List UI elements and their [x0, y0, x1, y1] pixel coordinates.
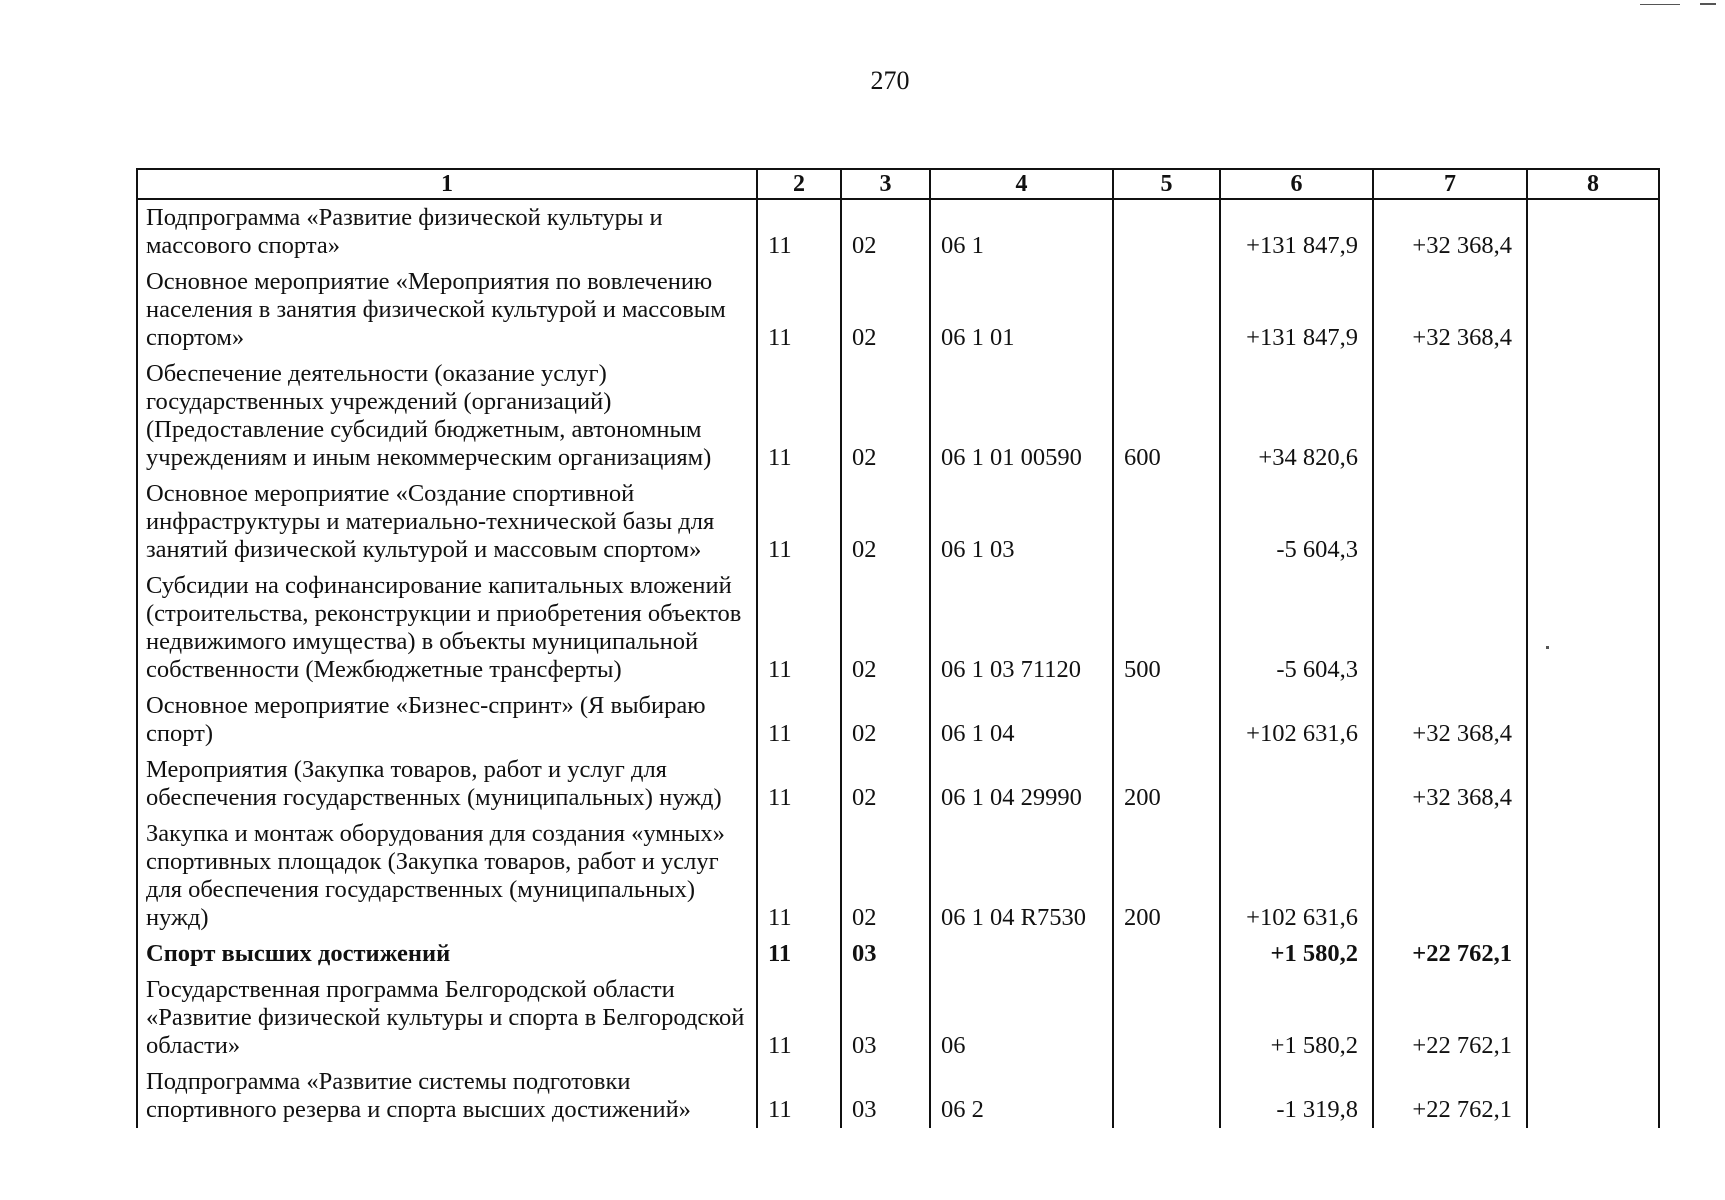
- cell-name: Субсидии на софинансирование капитальных вложений (строительства, реконструкции и приобретения объектов недвижимого имущества) в объекты муниципальной собственности (Межбюджетные трансферты): [137, 568, 757, 688]
- cell-subsection: 02: [841, 816, 930, 936]
- cell-amount-8: [1527, 356, 1659, 476]
- cell-amount-7: [1373, 568, 1527, 688]
- cell-expense-type: [1113, 264, 1220, 356]
- cell-section: 11: [757, 752, 841, 816]
- cell-amount-7: +32 368,4: [1373, 752, 1527, 816]
- cell-name: Государственная программа Белгородской области «Развитие физической культуры и спорта в Белгородской области»: [137, 972, 757, 1064]
- cell-amount-6: +131 847,9: [1220, 199, 1373, 264]
- cell-name: Закупка и монтаж оборудования для создания «умных» спортивных площадок (Закупка товаров, работ и услуг для обеспечения государственных (муниципальных) нужд): [137, 816, 757, 936]
- cell-name: Подпрограмма «Развитие системы подготовки спортивного резерва и спорта высших достижений»: [137, 1064, 757, 1128]
- cell-section: 11: [757, 568, 841, 688]
- cell-target-article: 06 1 04: [930, 688, 1113, 752]
- cell-expense-type: [1113, 1064, 1220, 1128]
- cell-amount-6: +102 631,6: [1220, 816, 1373, 936]
- cell-target-article: 06 1 03 71120: [930, 568, 1113, 688]
- cell-subsection: 02: [841, 568, 930, 688]
- cell-subsection: 02: [841, 264, 930, 356]
- cell-subsection: 03: [841, 972, 930, 1064]
- cell-expense-type: 600: [1113, 356, 1220, 476]
- cell-expense-type: [1113, 936, 1220, 972]
- cell-amount-8: [1527, 264, 1659, 356]
- cell-amount-6: -5 604,3: [1220, 568, 1373, 688]
- cell-amount-8: [1527, 688, 1659, 752]
- scan-speck: [1640, 4, 1680, 5]
- table-row: [137, 972, 1659, 1064]
- table-row: [137, 816, 1659, 936]
- cell-amount-7: +32 368,4: [1373, 199, 1527, 264]
- cell-target-article: 06 1 03: [930, 476, 1113, 568]
- cell-amount-8: [1527, 568, 1659, 688]
- cell-amount-8: [1527, 752, 1659, 816]
- page-number: 270: [870, 66, 910, 95]
- cell-amount-7: [1373, 476, 1527, 568]
- cell-target-article: 06 1 01: [930, 264, 1113, 356]
- cell-expense-type: 200: [1113, 816, 1220, 936]
- cell-section: 11: [757, 936, 841, 972]
- cell-target-article: 06: [930, 972, 1113, 1064]
- header-col-6: 6: [1220, 169, 1373, 199]
- cell-name: Подпрограмма «Развитие физической культуры и массового спорта»: [137, 199, 757, 264]
- cell-name: Спорт высших достижений: [137, 936, 757, 972]
- cell-name: Основное мероприятие «Мероприятия по вовлечению населения в занятия физической культурой и массовым спортом»: [137, 264, 757, 356]
- cell-amount-6: +131 847,9: [1220, 264, 1373, 356]
- cell-amount-6: +34 820,6: [1220, 356, 1373, 476]
- table-row: [137, 568, 1659, 688]
- cell-expense-type: [1113, 199, 1220, 264]
- table-row: [137, 936, 1659, 972]
- scan-speck: [1700, 3, 1716, 5]
- cell-amount-7: +22 762,1: [1373, 1064, 1527, 1128]
- cell-name: Обеспечение деятельности (оказание услуг) государственных учреждений (организаций) (Предоставление субсидий бюджетным, автономным учреждениям и иным некоммерческим организациям): [137, 356, 757, 476]
- cell-amount-6: +102 631,6: [1220, 688, 1373, 752]
- cell-amount-7: +22 762,1: [1373, 972, 1527, 1064]
- cell-section: 11: [757, 199, 841, 264]
- cell-section: 11: [757, 1064, 841, 1128]
- cell-expense-type: [1113, 972, 1220, 1064]
- table-row: [137, 264, 1659, 356]
- header-col-1: 1: [137, 169, 757, 199]
- cell-target-article: 06 1 01 00590: [930, 356, 1113, 476]
- cell-amount-8: [1527, 476, 1659, 568]
- cell-amount-7: +22 762,1: [1373, 936, 1527, 972]
- header-col-3: 3: [841, 169, 930, 199]
- cell-subsection: 02: [841, 199, 930, 264]
- cell-amount-7: [1373, 356, 1527, 476]
- cell-section: 11: [757, 972, 841, 1064]
- cell-amount-6: [1220, 752, 1373, 816]
- cell-expense-type: 200: [1113, 752, 1220, 816]
- cell-section: 11: [757, 816, 841, 936]
- table-row: [137, 356, 1659, 476]
- cell-amount-8: [1527, 936, 1659, 972]
- cell-name: Основное мероприятие «Создание спортивной инфраструктуры и материально-технической базы для занятий физической культурой и массовым спортом»: [137, 476, 757, 568]
- cell-target-article: 06 1: [930, 199, 1113, 264]
- cell-amount-8: [1527, 816, 1659, 936]
- cell-amount-6: +1 580,2: [1220, 936, 1373, 972]
- header-col-2: 2: [757, 169, 841, 199]
- cell-amount-6: -5 604,3: [1220, 476, 1373, 568]
- cell-expense-type: [1113, 476, 1220, 568]
- cell-amount-8: [1527, 1064, 1659, 1128]
- cell-subsection: 02: [841, 476, 930, 568]
- cell-target-article: 06 1 04 29990: [930, 752, 1113, 816]
- cell-name: Основное мероприятие «Бизнес-спринт» (Я выбираю спорт): [137, 688, 757, 752]
- cell-subsection: 02: [841, 752, 930, 816]
- cell-section: 11: [757, 688, 841, 752]
- budget-table: [136, 168, 1660, 1128]
- cell-expense-type: [1113, 688, 1220, 752]
- cell-subsection: 03: [841, 1064, 930, 1128]
- cell-target-article: 06 2: [930, 1064, 1113, 1128]
- cell-amount-7: +32 368,4: [1373, 688, 1527, 752]
- table-header: [137, 169, 1659, 199]
- table-row: [137, 688, 1659, 752]
- header-col-8: 8: [1527, 169, 1659, 199]
- cell-expense-type: 500: [1113, 568, 1220, 688]
- cell-name: Мероприятия (Закупка товаров, работ и услуг для обеспечения государственных (муниципальных) нужд): [137, 752, 757, 816]
- header-row: [137, 169, 1659, 199]
- cell-subsection: 02: [841, 688, 930, 752]
- header-col-5: 5: [1113, 169, 1220, 199]
- cell-amount-7: [1373, 816, 1527, 936]
- cell-amount-6: +1 580,2: [1220, 972, 1373, 1064]
- cell-target-article: [930, 936, 1113, 972]
- cell-section: 11: [757, 356, 841, 476]
- header-col-4: 4: [930, 169, 1113, 199]
- table-row: [137, 476, 1659, 568]
- cell-target-article: 06 1 04 R7530: [930, 816, 1113, 936]
- table-row: [137, 199, 1659, 264]
- cell-amount-7: +32 368,4: [1373, 264, 1527, 356]
- cell-amount-6: -1 319,8: [1220, 1064, 1373, 1128]
- cell-subsection: 03: [841, 936, 930, 972]
- table-row: [137, 1064, 1659, 1128]
- cell-section: 11: [757, 264, 841, 356]
- table-row: [137, 752, 1659, 816]
- cell-amount-8: [1527, 199, 1659, 264]
- cell-subsection: 02: [841, 356, 930, 476]
- cell-section: 11: [757, 476, 841, 568]
- cell-amount-8: [1527, 972, 1659, 1064]
- table-body: [137, 199, 1659, 1128]
- scan-speck: [1546, 646, 1549, 649]
- header-col-7: 7: [1373, 169, 1527, 199]
